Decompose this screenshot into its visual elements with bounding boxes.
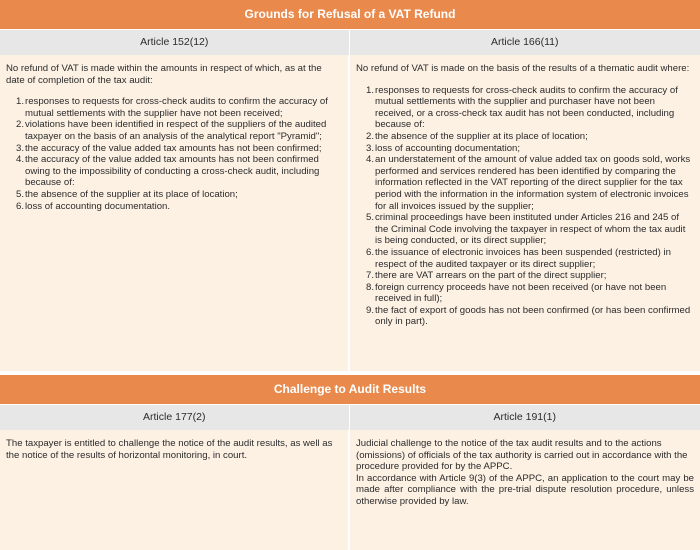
list-item: 8. foreign currency proceeds have not been received (or have not been received in full); <box>366 282 694 305</box>
list-item: 4. an understatement of the amount of value added tax on goods sold, works performed and services rendered has been identified by comparing the information reflected in the VAT reporting of the direct supplier for the tax period with the information in the information system of electronic invoices for all invoices issued by the supplier; <box>366 154 694 212</box>
list-item: 3. the accuracy of the value added tax amounts has not been confirmed; <box>16 143 342 155</box>
section-title-challenge: Challenge to Audit Results <box>0 375 700 404</box>
article-heading-row <box>0 29 700 55</box>
section-title-vat-refund: Grounds for Refusal of a VAT Refund <box>0 0 700 29</box>
article-177-cell <box>0 430 350 550</box>
article-166-heading: Article 166(11) <box>350 29 700 55</box>
article-152-cell <box>0 55 350 371</box>
list-item: 6. the issuance of electronic invoices has been suspended (restricted) in respect of the audited taxpayer or its direct supplier; <box>366 247 694 270</box>
article-heading-row <box>0 404 700 430</box>
list-item: 7. there are VAT arrears on the part of the direct supplier; <box>366 270 694 282</box>
challenge-body <box>0 430 700 550</box>
article-152-heading: Article 152(12) <box>0 29 350 55</box>
article-166-list <box>356 85 694 328</box>
article-191-cell <box>350 430 700 550</box>
vat-refund-body <box>0 55 700 371</box>
article-166-intro: No refund of VAT is made on the basis of the results of a thematic audit where: <box>356 63 694 75</box>
list-item: 2. violations have been identified in respect of the suppliers of the audited taxpayer on the basis of an analysis of the analytical report "Pyramid"; <box>16 119 342 142</box>
list-item: 5. the absence of the supplier at its place of location; <box>16 189 342 201</box>
article-177-text: The taxpayer is entitled to challenge the notice of the audit results, as well as the notice of the results of horizontal monitoring, in court. <box>6 438 342 461</box>
article-152-intro: No refund of VAT is made within the amounts in respect of which, as at the date of completion of the tax audit: <box>6 63 342 86</box>
list-item: 1. responses to requests for cross-check audits to confirm the accuracy of mutual settlements with the supplier have not been received; <box>16 96 342 119</box>
article-177-heading: Article 177(2) <box>0 404 350 430</box>
list-item: 9. the fact of export of goods has not been confirmed (or has been confirmed only in part). <box>366 305 694 328</box>
article-191-heading: Article 191(1) <box>350 404 700 430</box>
article-166-cell <box>350 55 700 371</box>
article-191-para1: Judicial challenge to the notice of the tax audit results and to the actions (omissions) of officials of the tax authority is carried out in accordance with the procedure provided for by the APPC. <box>356 438 694 473</box>
list-item: 3. loss of accounting documentation; <box>366 143 694 155</box>
list-item: 1. responses to requests for cross-check audits to confirm the accuracy of mutual settlements with the supplier and purchaser have not been received, or a cross-check tax audit has not been conducted, including because of: <box>366 85 694 131</box>
article-152-list <box>6 96 342 212</box>
list-item: 4. the accuracy of the value added tax amounts has not been confirmed owing to the impossibility of conducting a cross-check audit, including because of: <box>16 154 342 189</box>
list-item: 2. the absence of the supplier at its place of location; <box>366 131 694 143</box>
list-item: 5. criminal proceedings have been instituted under Articles 216 and 245 of the Criminal Code involving the taxpayer in respect of whom the tax audit is being conducted, or its direct supplier; <box>366 212 694 247</box>
article-191-para2: In accordance with Article 9(3) of the APPC, an application to the court may be made after compliance with the pre-trial dispute resolution procedure, unless otherwise provided by law. <box>356 473 694 508</box>
list-item: 6. loss of accounting documentation. <box>16 201 342 213</box>
